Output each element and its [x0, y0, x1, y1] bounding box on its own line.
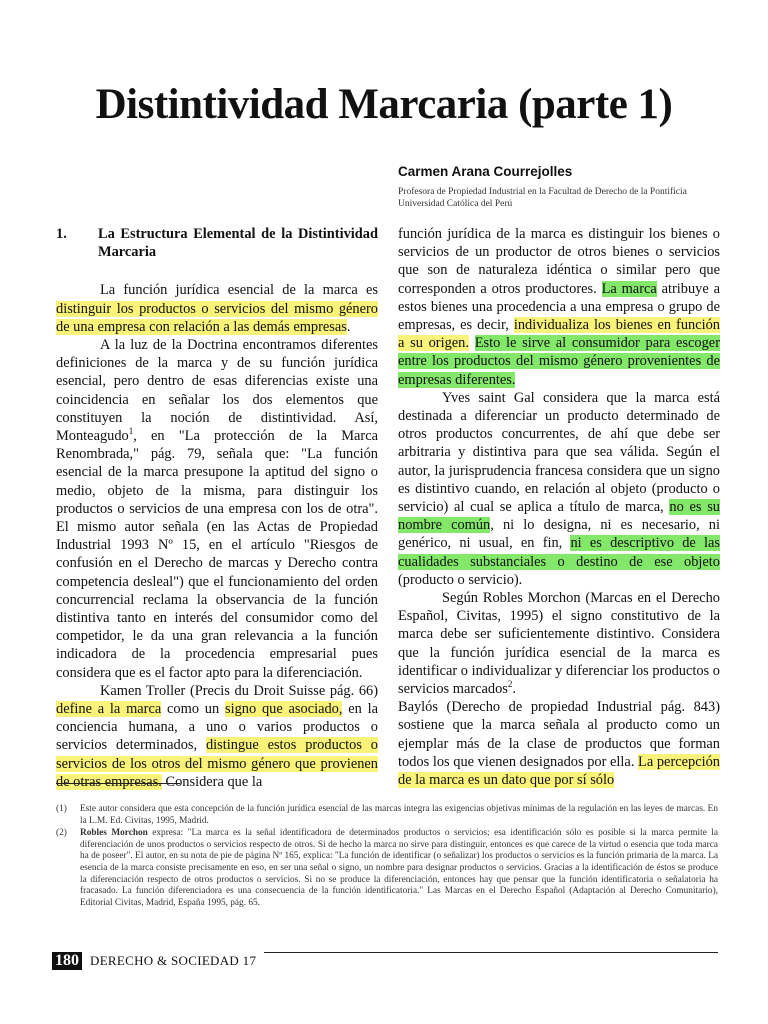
text-run: A la luz de la Doctrina encontramos diferentes definiciones de la marca y de su función jurídica esencial, pero dentro de esas diferencias existe una coincidencia en señalar los dos elementos que constituyen la noción de distintividad. Así, Monteagudo: [56, 337, 378, 445]
yellow-highlight: individualiza los bienes en función a su origen.: [398, 317, 721, 352]
green-highlight: no es su nombre común: [398, 499, 720, 534]
text-run: Considera que la: [161, 773, 263, 790]
author-name: Carmen Arana Courrejolles: [398, 164, 573, 179]
text-run: .: [346, 318, 351, 335]
text-run: (producto o servicio).: [398, 571, 523, 588]
footnote-text: [80, 828, 718, 909]
paragraph: [398, 225, 720, 389]
footnotes: [56, 804, 718, 910]
text-run: expresa: "La marca es la señal identificadora de determinados productos o servicios; esa identificación sólo es posible si la marca permite la diferenciación de unos productos o servicios respecto de otros. Si de hecho la marca no sirve para distinguir, entonces es que carece de la virtud o esencia que toda marca ha de poseer". El autor, en su nota de pie de página Nº 165, explica: "La función de identificar (o señalizar) los productos o servicios es la función primaria de la marca. La esencia de la marca consiste precisamente en eso, en ser una señal o signo, un nombre para designar productos o servicios. Gracias a la identificación de éstos se produce la diferenciación respecto de otros productos o servicios. Si no se produce la diferenciación, entonces hay que pensar que la función identificatoria o señalatoria ha fracasado. La función diferenciadora es una consecuencia de la función identificatoria." Las Marcas en el Derecho Español (Adaptación al Derecho Comunitario), Editorial Civitas, Madrid, España 1995, pág. 65.: [80, 828, 718, 908]
text-run: Según Robles Morchon (Marcas en el Derecho Español, Civitas, 1995) el signo constitutivo de la marca debe ser suficientemente distintivo. Considera que la función jurídica esencial de la marca es identificar o individualizar y diferenciar los productos o servicios marcados: [398, 590, 720, 698]
paragraph: [56, 336, 378, 682]
text-run: Baylós (Derecho de propiedad Industrial pág. 843) sostiene que la marca señala al producto como un ejemplar más de la clase de productos que forman todos los que vienen designados por ella.: [398, 699, 720, 770]
yellow-highlight: La percepción de la marca es un dato que por sí sólo: [398, 753, 720, 789]
yellow-highlight: signo que asociado,: [224, 701, 343, 718]
footnote: [56, 828, 718, 909]
footnote-lead: Robles Morchon: [80, 828, 148, 839]
article-title: Distintividad Marcaria (parte 1): [95, 81, 673, 128]
paragraph: [398, 589, 720, 698]
paragraph: [398, 698, 720, 789]
footnote-ref: 1: [128, 426, 134, 437]
text-run: como un: [161, 701, 225, 718]
footnote-marker: (2): [56, 828, 67, 839]
footnote-text: Este autor considera que esta concepción de la función jurídica esencial de las marcas integra las exigencias objetivas mínimas de la regulación en las leyes de marcas. En la L.M. Ed. Civitas, 1995, Madrid.: [80, 804, 718, 826]
yellow-highlight: define a la marca: [56, 701, 162, 718]
paragraph: [398, 389, 720, 589]
page-footer: [52, 952, 718, 970]
text-run: función jurídica de la marca es distinguir los bienes o servicios de un productor de otros bienes o servicios que son de naturaleza idéntica o similar pero que corresponden a otros productores.: [398, 226, 720, 297]
text-run: La función jurídica esencial de la marca es: [100, 282, 378, 299]
yellow-highlight: distingue estos productos o servicios de los otros del mismo género que provienen de otras empresas.: [56, 737, 378, 790]
text-run: , ni lo designa, ni es necesario, ni genérico, ni usual, en fin,: [398, 517, 720, 552]
footnote: [56, 804, 718, 827]
footnote-divider: [56, 783, 180, 784]
green-highlight: ni es descriptivo de las cualidades substanciales o destino de ese objeto: [398, 535, 720, 570]
green-highlight: La marca: [601, 280, 657, 297]
text-run: Yves saint Gal considera que la marca está destinada a diferenciar un producto determinado de otros productos concurrentes, de ahí que debe ser arbitraria y distintiva para que sea válida. Según el autor, la jurisprudencia francesa considera que un signo es distintivo cuando, en relación al objeto (producto o servicio) al cual se aplica a título de marca,: [398, 389, 720, 516]
footer-rule: [264, 952, 718, 953]
text-run: [469, 335, 475, 351]
paragraph: [56, 682, 378, 791]
right-column: [398, 225, 720, 789]
text-run: en la conciencia humana, a uno o varios productos o servicios determinados,: [56, 701, 379, 754]
page-number: 180: [52, 952, 82, 970]
text-run: Kamen Troller (Precis du Droit Suisse pág. 66): [100, 682, 378, 699]
journal-name: DERECHO & SOCIEDAD 17: [90, 953, 257, 968]
section-heading: [56, 225, 378, 261]
paragraph: [56, 281, 378, 336]
text-run: atribuye a estos bienes una procedencia a una empresa o grupo de empresas, es decir,: [398, 280, 720, 334]
left-column: [56, 225, 378, 791]
footnote-ref: 2: [507, 679, 513, 690]
section-title: La Estructura Elemental de la Distintividad Marcaria: [98, 226, 378, 261]
yellow-highlight: distinguir los productos o servicios del mismo género de una empresa con relación a las demás empresas: [56, 300, 378, 335]
text-run: .: [512, 681, 516, 698]
section-number: 1.: [56, 226, 67, 242]
footnote-marker: (1): [56, 804, 67, 814]
text-run: , en "La protección de la Marca Renombrada," pág. 79, señala que: "La función esencial de la marca presupone la aptitud del signo o medio, objeto de la misma, para distinguir los productos o servicios de una empresa con los de otra". El mismo autor señala (en las Actas de Propiedad Industrial 1993 Nº 15, en el artículo "Riesgos de confusión en el Derecho de marcas y Derecho contra competencia desleal") que el funcionamiento del orden concurrencial reclama la observancia de la función distintiva tanto en interés del consumidor como del competidor, le da una gran relevancia a la función indicadora de la procedencia empresarial pues considera que es el factor apto para la diferenciación.: [56, 428, 378, 681]
green-highlight: Esto le sirve al consumidor para escoger entre los productos del mismo género provenientes de empresas diferentes.: [398, 335, 720, 388]
author-affiliation: Profesora de Propiedad Industrial en la Facultad de Derecho de la Pontificia Universidad Católica del Perú: [398, 187, 687, 209]
